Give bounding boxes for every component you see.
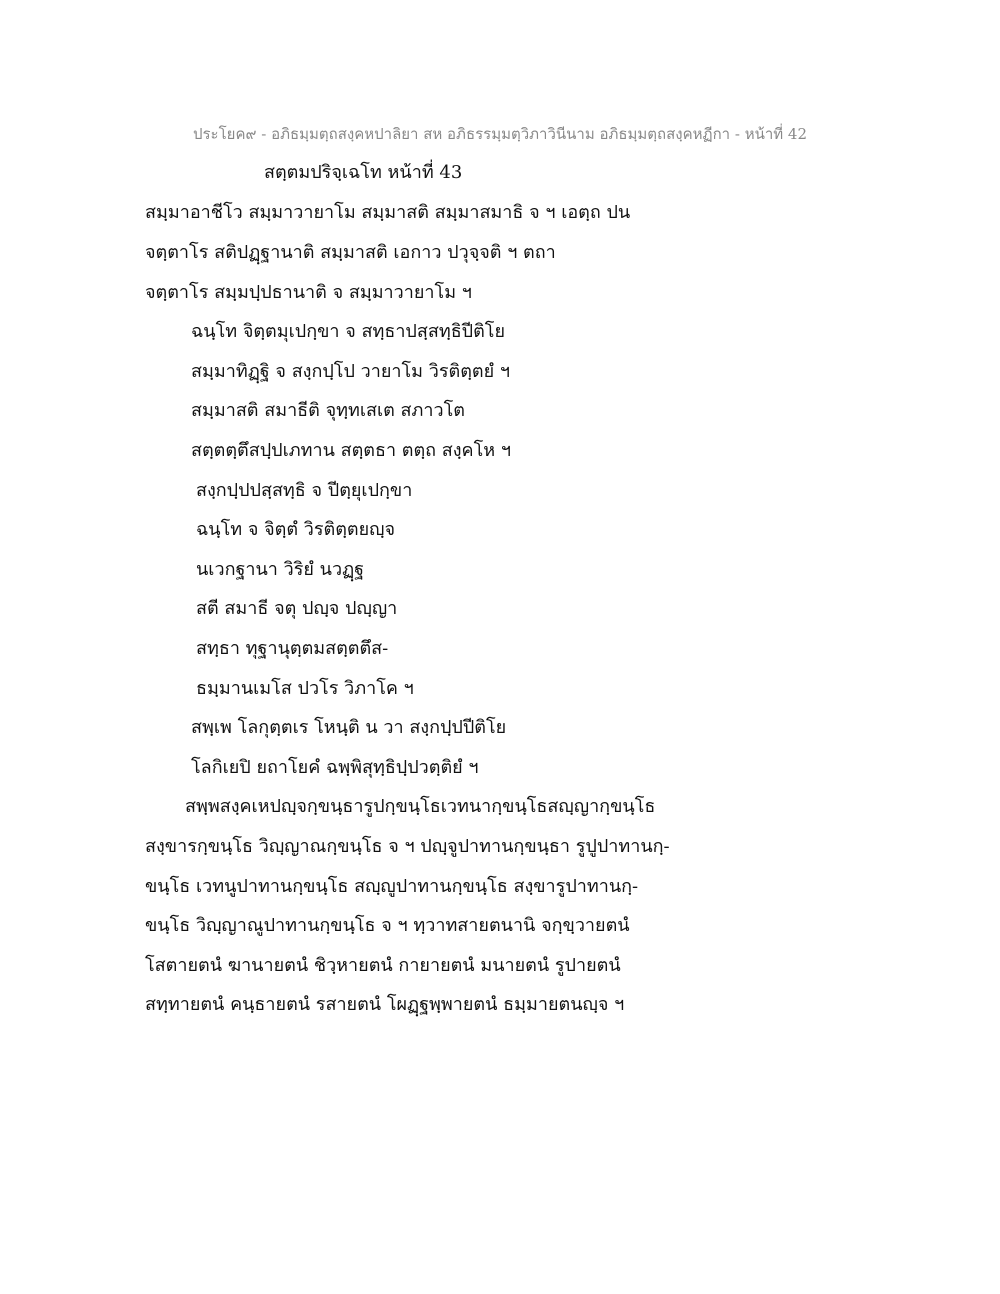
verse-line: นเวกฐานา วิริยํ นวฏฺฐ [196,559,365,580]
prose-line: ขนฺโธ เวทนูปาทานกฺขนฺโธ สญฺญูปาทานกฺขนฺโธ สงฺขารูปาทานกฺ- [145,876,639,897]
verse-line: ฉนฺโท จ จิตฺตํ วิรติตฺตยญฺจ [196,519,396,540]
running-header: ประโยค๙ - อภิธมฺมตฺถสงฺคหปาลิยา สห อภิธรรมฺมตฺวิภาวินีนาม อภิธมฺมตฺถสงฺคหฏีกา - หน้าที่ 42 [192,125,808,143]
verse-line: สพฺเพ โลกุตฺตเร โหนฺติ น วา สงฺกปฺปปีติโย [191,717,507,738]
chapter-heading: สตฺตมปริจฺเฉโท หน้าที่ 43 [264,162,463,183]
prose-line: จตฺตาโร สติปฏฺฐานาติ สมฺมาสติ เอกาว ปวุจฺจติ ฯ ตถา [145,242,556,263]
verse-line: สตี สมาธี จตุ ปญฺจ ปญฺญา [196,598,398,619]
prose-line: โสตายตนํ ฆานายตนํ ชิวฺหายตนํ กายายตนํ มนายตนํ รูปายตนํ [145,955,621,976]
verse-line: สมฺมาสติ สมาธีติ จุทฺทเสเต สภาวโต [191,400,465,421]
verse-line: สทฺธา ทุฐานุตฺตมสตฺตตึส- [196,638,389,659]
prose-line: จตฺตาโร สมฺมปฺปธานาติ จ สมฺมาวายาโม ฯ [145,282,472,303]
verse-line: สงฺกปฺปปสฺสทฺธิ จ ปีตฺยุเปกฺขา [196,480,413,501]
verse-line: ธมฺมานเมโส ปวโร วิภาโค ฯ [196,678,414,699]
prose-line: สมฺมาอาชีโว สมฺมาวายาโม สมฺมาสติ สมฺมาสมาธิ จ ฯ เอตฺถ ปน [145,202,631,223]
verse-line: สตฺตตฺตึสปฺปเภทาน สตฺตธา ตตฺถ สงฺคโห ฯ [191,440,511,461]
verse-line: โลกิเยปิ ยถาโยคํ ฉพฺพิสุทฺธิปฺปวตฺติยํ ฯ [191,757,479,778]
verse-line: ฉนฺโท จิตฺตมุเปกฺขา จ สทฺธาปสฺสทฺธิปีติโย [191,321,506,342]
prose-line: สพฺพสงฺคเหปญฺจกฺขนฺธารูปกฺขนฺโธเวทนากฺขนฺโธสญฺญากฺขนฺโธ [185,796,656,817]
prose-line: สทฺทายตนํ คนฺธายตนํ รสายตนํ โผฏฺฐพฺพายตนํ ธมฺมายตนญฺจ ฯ [145,994,625,1015]
prose-line: สงฺขารกฺขนฺโธ วิญฺญาณกฺขนฺโธ จ ฯ ปญฺจูปาทานกฺขนฺธา รูปูปาทานกฺ- [145,836,670,857]
verse-line: สมฺมาทิฏฺฐิ จ สงฺกปฺโป วายาโม วิรติตฺตยํ ฯ [191,361,510,382]
prose-line: ขนฺโธ วิญฺญาณูปาทานกฺขนฺโธ จ ฯ ทฺวาทสายตนานิ จกฺขฺวายตนํ [145,915,630,936]
